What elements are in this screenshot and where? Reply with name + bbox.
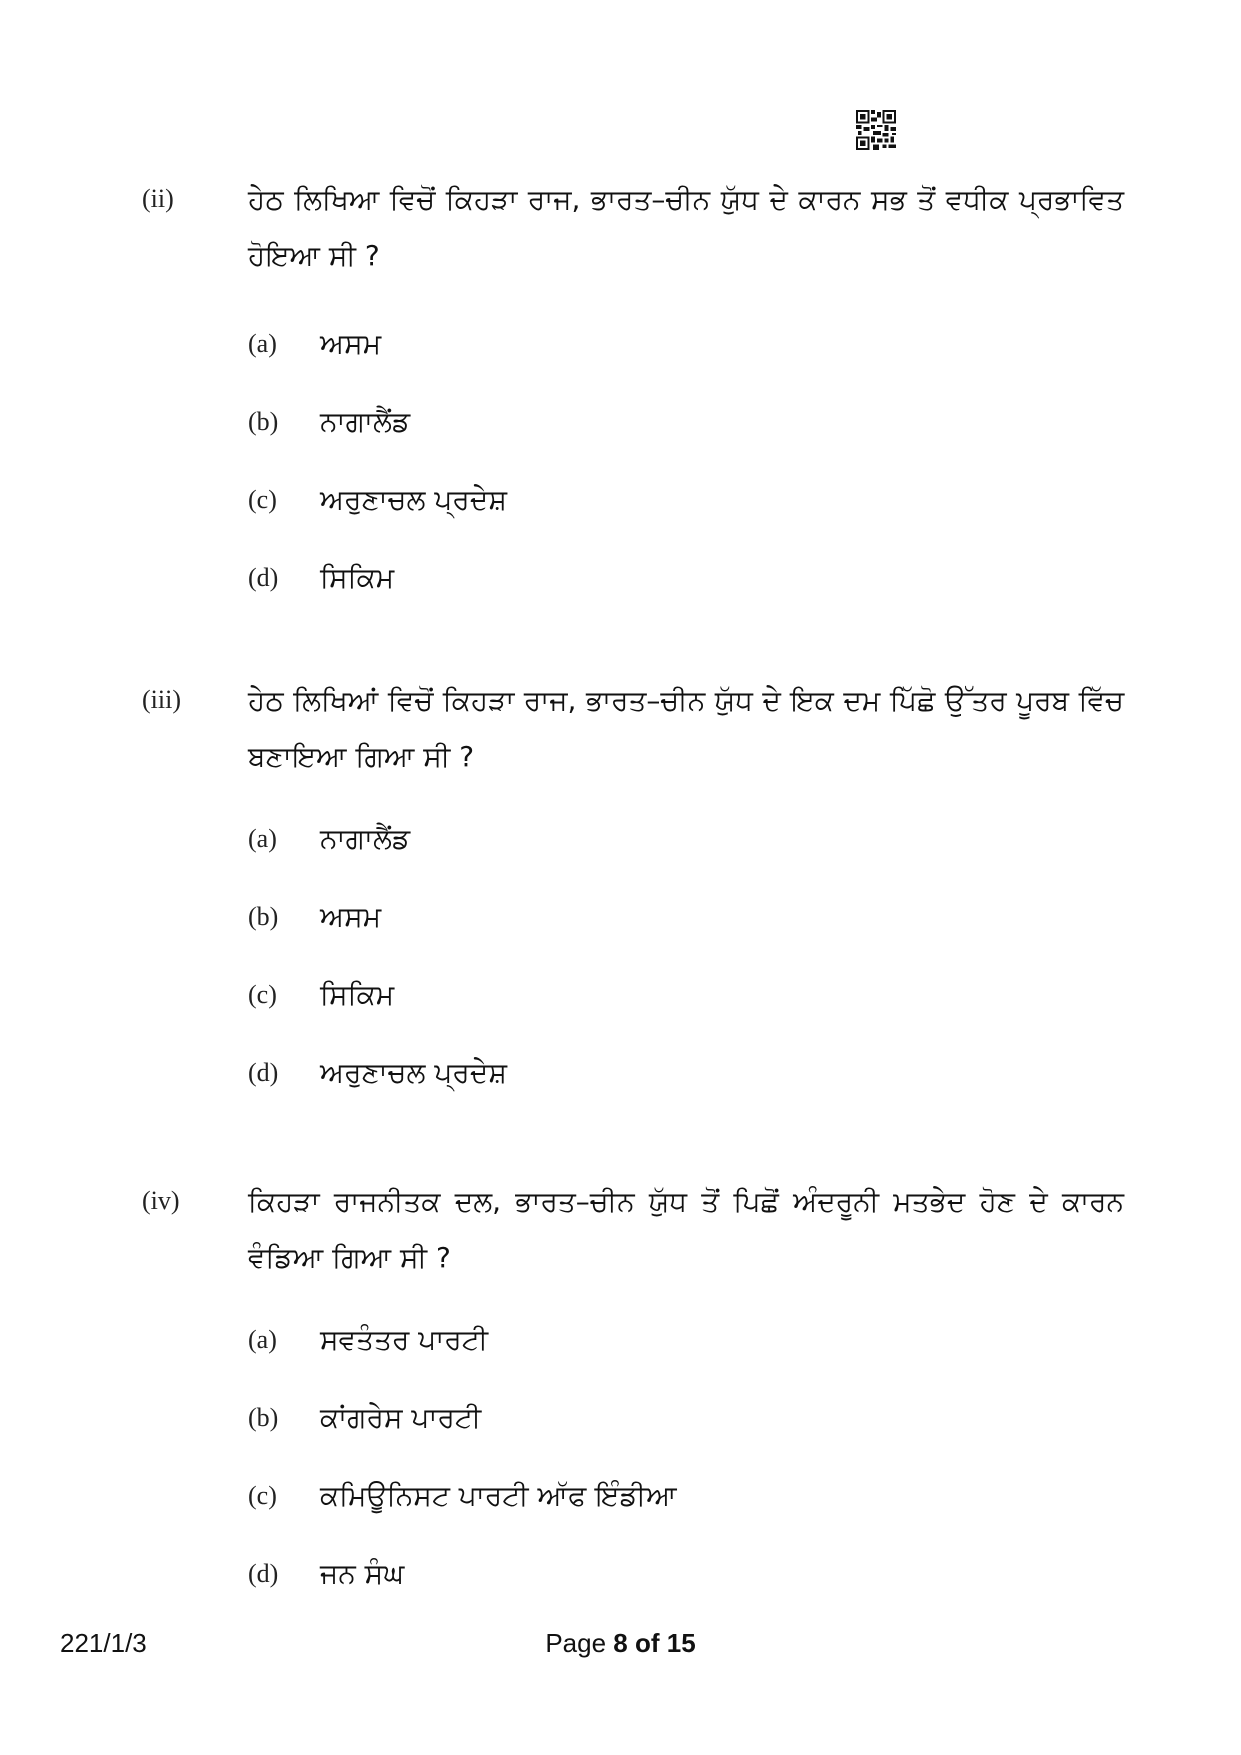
question-text: ਹੇਠ ਲਿਖਿਆਂ ਵਿਚੋਂ ਕਿਹੜਾ ਰਾਜ, ਭਾਰਤ–ਚੀਨ ਯੁੱਧ ਦੇ ਇਕ ਦਮ ਪਿੱਛੋ ਉੱਤਰ ਪੂਰਬ ਵਿੱਚ ਬਣਾਇਆ ਗਿਆ ਸੀ ? — [248, 684, 1124, 773]
option-label: (c) — [248, 485, 277, 514]
option-d — [248, 539, 507, 617]
option-text: ਕਮਿਊਨਿਸਟ ਪਾਰਟੀ ਆੱਫ ਇੰਡੀਆ — [320, 1479, 677, 1512]
page-of: of — [634, 1628, 660, 1658]
option-label: (a) — [248, 824, 277, 853]
option-label: (b) — [248, 902, 279, 931]
question-text: ਹੇਠ ਲਿਖਿਆ ਵਿਚੋਂ ਕਿਹੜਾ ਰਾਜ, ਭਾਰਤ–ਚੀਨ ਯੁੱਧ ਦੇ ਕਾਰਨ ਸਭ ਤੋਂ ਵਧੀਕ ਪ੍ਰਭਾਵਿਤ ਹੋਇਆ ਸੀ ? — [248, 183, 1124, 272]
option-a — [248, 305, 507, 383]
option-label: (d) — [248, 1559, 279, 1588]
option-label: (b) — [248, 407, 279, 436]
option-text: ਜਨ ਸੰਘ — [320, 1557, 405, 1590]
option-c — [248, 956, 507, 1034]
option-c — [248, 1457, 677, 1535]
option-d — [248, 1034, 507, 1112]
qr-code-icon — [856, 110, 896, 150]
page-current: 8 — [613, 1628, 628, 1658]
option-label: (d) — [248, 1058, 279, 1087]
option-list — [248, 305, 507, 617]
question-number: (iv) — [142, 1186, 180, 1215]
option-text: ਅਰੁਣਾਚਲ ਪ੍ਰਦੇਸ਼ — [320, 483, 507, 516]
page-prefix: Page — [545, 1628, 607, 1658]
option-text: ਅਰੁਣਾਚਲ ਪ੍ਰਦੇਸ਼ — [320, 1056, 507, 1089]
option-text: ਅਸਮ — [320, 327, 382, 360]
option-text: ਨਾਗਾਲੈਂਡ — [320, 822, 411, 855]
option-text: ਸਿਕਿਮ — [320, 978, 395, 1011]
option-label: (c) — [248, 1481, 277, 1510]
option-text: ਅਸਮ — [320, 900, 382, 933]
option-d — [248, 1535, 677, 1613]
option-label: (b) — [248, 1403, 279, 1432]
option-list — [248, 800, 507, 1112]
option-b — [248, 1379, 677, 1457]
option-label: (d) — [248, 563, 279, 592]
paper-code: 221/1/3 — [60, 1628, 147, 1658]
option-a — [248, 1301, 677, 1379]
option-c — [248, 461, 507, 539]
option-text: ਸਵਤੰਤਰ ਪਾਰਟੀ — [320, 1323, 489, 1356]
option-text: ਨਾਗਾਲੈਂਡ — [320, 405, 411, 438]
page-total: 15 — [666, 1628, 696, 1658]
option-text: ਕਾਂਗਰੇਸ ਪਾਰਟੀ — [320, 1401, 482, 1434]
option-label: (a) — [248, 1325, 277, 1354]
question-text: ਕਿਹੜਾ ਰਾਜਨੀਤਕ ਦਲ, ਭਾਰਤ–ਚੀਨ ਯੁੱਧ ਤੋਂ ਪਿਛੋਂ ਅੰਦਰੂਨੀ ਮਤਭੇਦ ਹੋਣ ਦੇ ਕਾਰਨ ਵੰਡਿਆ ਗਿਆ ਸੀ ? — [248, 1185, 1124, 1274]
option-list — [248, 1301, 677, 1613]
question-number: (iii) — [142, 685, 181, 714]
option-b — [248, 878, 507, 956]
option-text: ਸਿਕਿਮ — [320, 561, 395, 594]
question-number: (ii) — [142, 184, 174, 213]
page-indicator — [0, 1628, 1241, 1659]
option-b — [248, 383, 507, 461]
option-label: (a) — [248, 329, 277, 358]
option-label: (c) — [248, 980, 277, 1009]
option-a — [248, 800, 507, 878]
